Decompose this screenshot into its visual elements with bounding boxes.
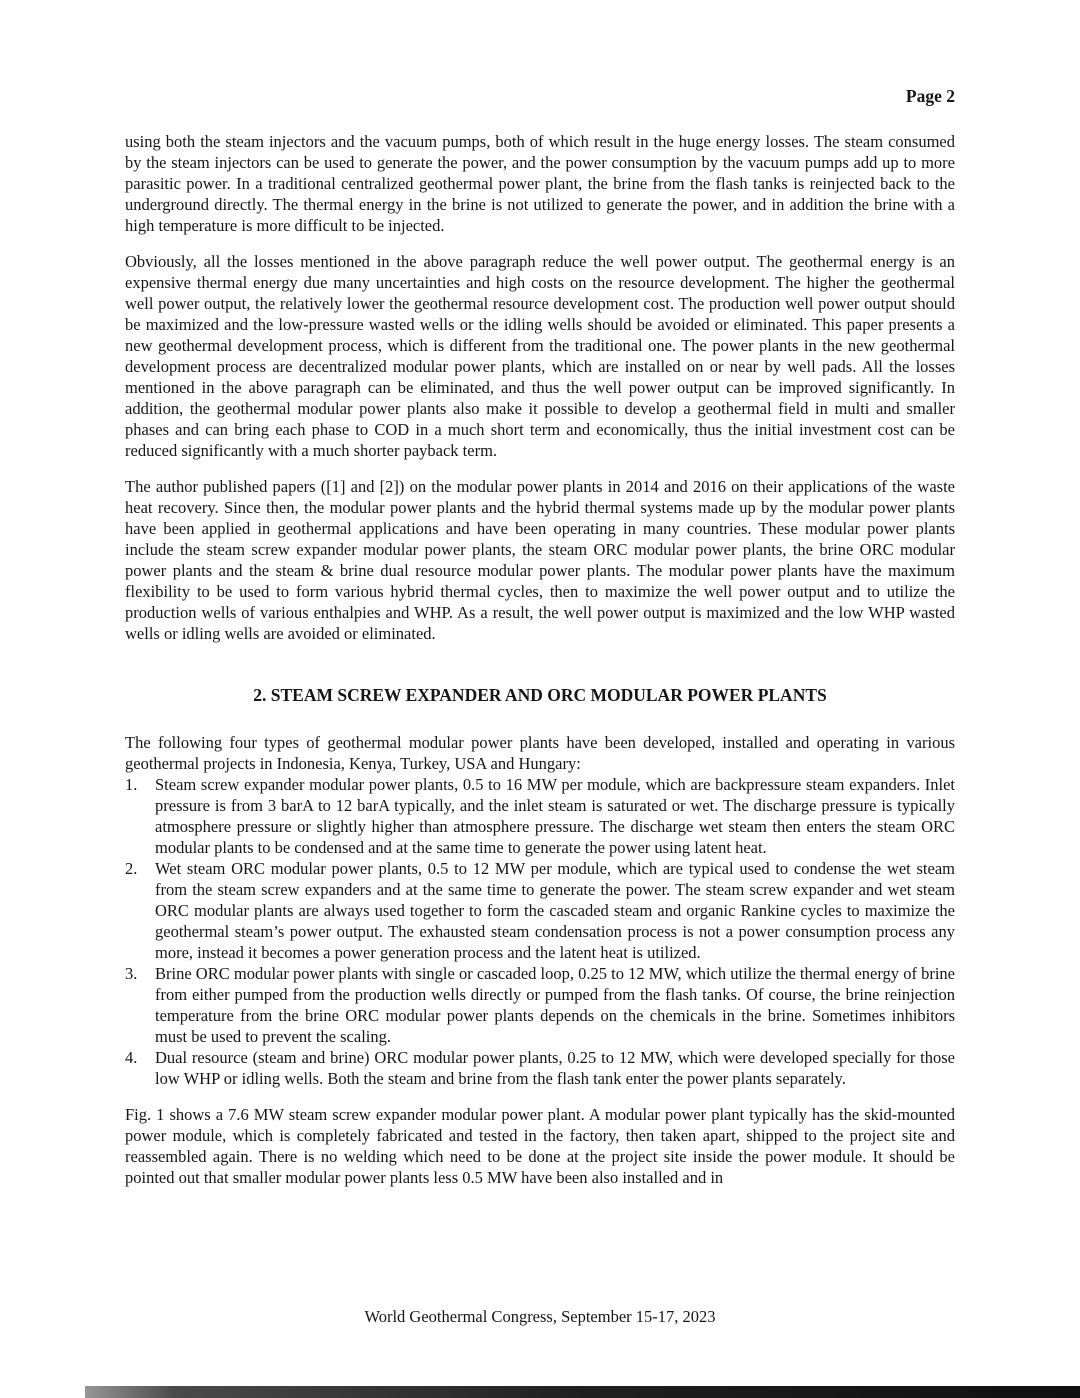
list-item-number: 1.	[125, 775, 138, 794]
paragraph-losses-development: Obviously, all the losses mentioned in the above paragraph reduce the well power output. The geothermal energy is an expensive thermal energy due many uncertainties and high costs on the resource development. The higher the geothermal well power output, the relatively lower the geothermal resource development cost. The production well power output should be maximized and the low-pressure wasted wells or the idling wells should be avoided or eliminated. This paper presents a new geothermal development process, which is different from the traditional one. The power plants in the new geothermal development process are decentralized modular power plants, which are installed on or near by well pads. All the losses mentioned in the above paragraph can be eliminated, and thus the well power output can be improved significantly. In addition, the geothermal modular power plants also make it possible to develop a geothermal field in multi and smaller phases and can bring each phase to COD in a much short term and economically, thus the initial investment cost can be reduced significantly with a much shorter payback term.	[125, 252, 955, 460]
list-item	[125, 1047, 955, 1089]
list-item-number: 3.	[125, 964, 138, 983]
page-number: Page 2	[905, 86, 955, 106]
numbered-list	[125, 774, 955, 1089]
section-heading: 2. STEAM SCREW EXPANDER AND ORC MODULAR POWER PLANTS	[253, 685, 827, 705]
paragraph-fig1: Fig. 1 shows a 7.6 MW steam screw expander modular power plant. A modular power plant typically has the skid-mounted power module, which is completely fabricated and tested in the factory, then taken apart, shipped to the project site and reassembled again. There is no welding which need to be done at the project site inside the power module. It should be pointed out that smaller modular power plants less 0.5 MW have been also installed and in	[125, 1105, 955, 1187]
list-item-text: Steam screw expander modular power plants, 0.5 to 16 MW per module, which are backpressure steam expanders. Inlet pressure is from 3 barA to 12 barA typically, and the inlet steam is saturated or wet. The discharge pressure is typically atmosphere pressure or slightly higher than atmosphere pressure. The discharge wet steam then enters the steam ORC modular plants to be condensed and at the same time to generate the power using latent heat.	[155, 775, 955, 857]
page-content	[125, 86, 955, 1188]
list-item-text: Dual resource (steam and brine) ORC modular power plants, 0.25 to 12 MW, which were developed specially for those low WHP or idling wells. Both the steam and brine from the flash tank enter the power plants separately.	[155, 1048, 955, 1088]
section-intro: The following four types of geothermal modular power plants have been developed, installed and operating in various geothermal projects in Indonesia, Kenya, Turkey, USA and Hungary:	[125, 733, 955, 773]
paragraph-steam-injectors: using both the steam injectors and the vacuum pumps, both of which result in the huge energy losses. The steam consumed by the steam injectors can be used to generate the power, and the power consumption by the vacuum pumps add up to more parasitic power. In a traditional centralized geothermal power plant, the brine from the flash tanks is reinjected back to the underground directly. The thermal energy in the brine is not utilized to generate the power, and in addition the brine with a high temperature is more difficult to be injected.	[125, 132, 955, 235]
paragraph-author-papers: The author published papers ([1] and [2]) on the modular power plants in 2014 and 2016 on their applications of the waste heat recovery. Since then, the modular power plants and the hybrid thermal systems made up by the modular power plants have been applied in geothermal applications and have been operating in many countries. These modular power plants include the steam screw expander modular power plants, the steam ORC modular power plants, the brine ORC modular power plants and the steam & brine dual resource modular power plants. The modular power plants have the maximum flexibility to be used to form various hybrid thermal cycles, then to maximize the well power output and to utilize the production wells of various enthalpies and WHP. As a result, the well power output is maximized and the low WHP wasted wells or idling wells are avoided or eliminated.	[125, 477, 955, 643]
list-item-text: Brine ORC modular power plants with single or cascaded loop, 0.25 to 12 MW, which utilize the thermal energy of brine from either pumped from the production wells directly or pumped from the flash tanks. Of course, the brine reinjection temperature from the brine ORC modular power plants depends on the chemicals in the brine. Sometimes inhibitors must be used to prevent the scaling.	[155, 964, 955, 1046]
page-footer: World Geothermal Congress, September 15-17, 2023	[364, 1307, 716, 1326]
scan-edge-shadow	[85, 1386, 1080, 1398]
list-item	[125, 858, 955, 963]
list-item-number: 2.	[125, 859, 138, 878]
list-item-number: 4.	[125, 1048, 138, 1067]
list-item-text: Wet steam ORC modular power plants, 0.5 to 12 MW per module, which are typical used to condense the wet steam from the steam screw expanders and at the same time to generate the power. The steam screw expander and wet steam ORC modular plants are always used together to form the cascaded steam and organic Rankine cycles to maximize the geothermal steam’s power output. The exhausted steam condensation process is not a power consumption process any more, instead it becomes a power generation process and the latent heat is utilized.	[155, 859, 955, 962]
list-item	[125, 774, 955, 858]
list-item	[125, 963, 955, 1047]
